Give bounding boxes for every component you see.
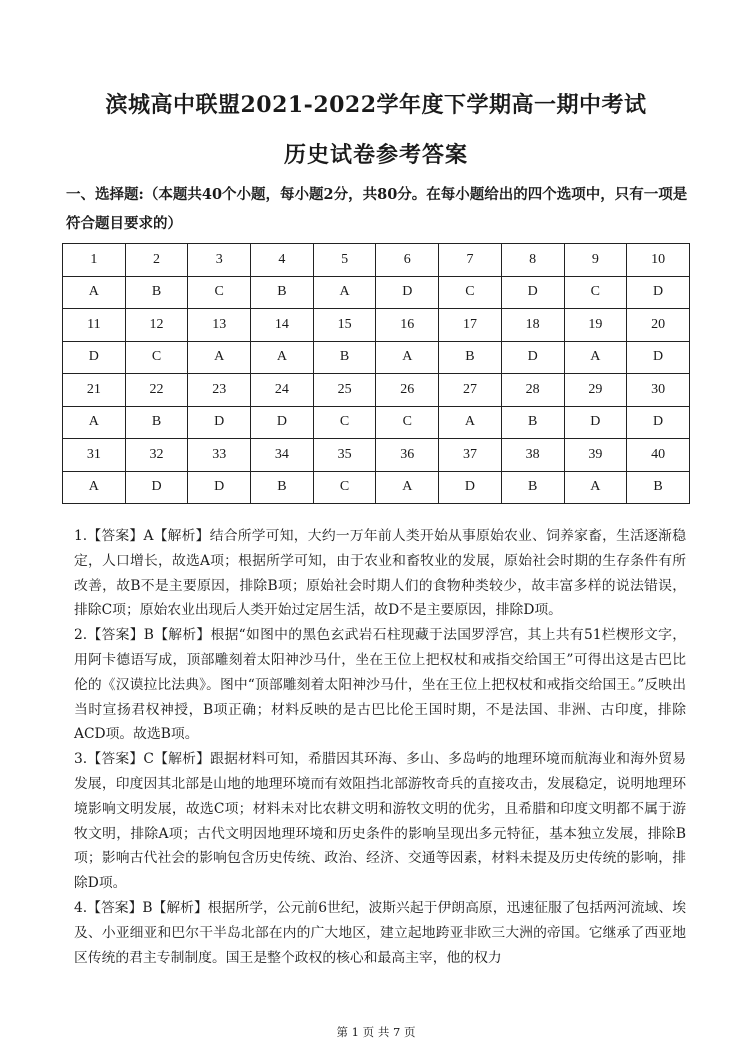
answer-cell: C (439, 276, 502, 309)
answer-cell: D (627, 276, 690, 309)
question-number-cell: 14 (251, 309, 314, 342)
answer-cell: D (63, 341, 126, 374)
answer-cell: A (63, 276, 126, 309)
question-number-cell: 17 (439, 309, 502, 342)
answer-table (62, 243, 690, 504)
answer-row (63, 341, 690, 374)
question-number-cell: 2 (125, 244, 188, 277)
answer-cell: D (376, 276, 439, 309)
question-number-cell: 21 (63, 374, 126, 407)
answer-cell: B (313, 341, 376, 374)
question-number-cell: 27 (439, 374, 502, 407)
question-number-cell: 28 (501, 374, 564, 407)
question-number-cell: 3 (188, 244, 251, 277)
question-number-cell: 8 (501, 244, 564, 277)
answer-row (63, 276, 690, 309)
question-number-cell: 20 (627, 309, 690, 342)
answer-cell: C (313, 471, 376, 504)
question-number-cell: 38 (501, 439, 564, 472)
answer-cell: D (439, 471, 502, 504)
answer-cell: A (564, 471, 627, 504)
answer-cell: C (313, 406, 376, 439)
answer-cell: A (376, 341, 439, 374)
answer-cell: A (564, 341, 627, 374)
question-number-cell: 13 (188, 309, 251, 342)
answer-cell: D (564, 406, 627, 439)
explanations (74, 524, 686, 970)
question-number-cell: 26 (376, 374, 439, 407)
answer-cell: A (188, 341, 251, 374)
answer-cell: D (501, 341, 564, 374)
question-number-cell: 40 (627, 439, 690, 472)
question-number-cell: 24 (251, 374, 314, 407)
answer-cell: B (125, 406, 188, 439)
question-number-cell: 4 (251, 244, 314, 277)
answer-cell: C (376, 406, 439, 439)
answer-cell: D (125, 471, 188, 504)
question-number-row (63, 244, 690, 277)
question-number-cell: 39 (564, 439, 627, 472)
page-footer: 第 1 页 共 7 页 (336, 1025, 416, 1039)
explanation-1: 1.【答案】A【解析】结合所学可知，大约一万年前人类开始从事原始农业、饲养家畜，生活逐渐稳定，人口增长，故选A项；根据所学可知，由于农业和畜牧业的发展，原始社会时期的生存条件有所改善，故B不是主要原因，排除B项；原始社会时期人们的食物种类较少，故丰富多样的说法错误，排除C项；原始农业出现后人类开始过定居生活，故D不是主要原因，排除D项。 (74, 528, 686, 619)
question-number-cell: 11 (63, 309, 126, 342)
question-number-row (63, 439, 690, 472)
question-number-cell: 29 (564, 374, 627, 407)
answer-cell: B (501, 406, 564, 439)
question-number-cell: 5 (313, 244, 376, 277)
answer-cell: C (188, 276, 251, 309)
answer-cell: C (564, 276, 627, 309)
question-number-cell: 34 (251, 439, 314, 472)
answer-cell: B (251, 471, 314, 504)
exam-title: 滨城高中联盟2021-2022学年度下学期高一期中考试 (105, 92, 647, 118)
answer-cell: B (627, 471, 690, 504)
answer-cell: B (501, 471, 564, 504)
question-number-cell: 22 (125, 374, 188, 407)
question-number-cell: 37 (439, 439, 502, 472)
answer-cell: B (251, 276, 314, 309)
question-number-cell: 16 (376, 309, 439, 342)
question-number-cell: 9 (564, 244, 627, 277)
question-number-row (63, 309, 690, 342)
question-number-row (63, 374, 690, 407)
question-number-cell: 23 (188, 374, 251, 407)
answer-cell: D (188, 471, 251, 504)
question-number-cell: 12 (125, 309, 188, 342)
explanation-4: 4.【答案】B【解析】根据所学，公元前6世纪，波斯兴起于伊朗高原，迅速征服了包括两河流域、埃及、小亚细亚和巴尔干半岛北部在内的广大地区，建立起地跨亚非欧三大洲的帝国。它继承了西亚地区传统的君主专制制度。国王是整个政权的核心和最高主宰，他的权力 (74, 899, 686, 966)
answer-cell: C (125, 341, 188, 374)
answer-cell: A (63, 406, 126, 439)
question-number-cell: 31 (63, 439, 126, 472)
explanation-2: 2.【答案】B【解析】根据“如图中的黑色玄武岩石柱现藏于法国罗浮宫，其上共有51栏楔形文字，用阿卡德语写成，顶部雕刻着太阳神沙马什，坐在王位上把权杖和戒指交给国王”可得出这是古巴比伦的《汉谟拉比法典》。图中“顶部雕刻着太阳神沙马什，坐在王位上把权杖和戒指交给国王。”反映出当时宣扬君权神授，B项正确；材料反映的是古巴比伦王国时期，不是法国、非洲、古印度，排除ACD项。故选B项。 (74, 627, 686, 743)
answer-cell: D (188, 406, 251, 439)
question-number-cell: 19 (564, 309, 627, 342)
answer-cell: B (125, 276, 188, 309)
exam-subtitle: 历史试卷参考答案 (283, 142, 468, 168)
question-number-cell: 7 (439, 244, 502, 277)
answer-cell: A (376, 471, 439, 504)
question-number-cell: 18 (501, 309, 564, 342)
answer-cell: D (627, 406, 690, 439)
answer-cell: B (439, 341, 502, 374)
question-number-cell: 33 (188, 439, 251, 472)
answer-cell: A (63, 471, 126, 504)
question-number-cell: 15 (313, 309, 376, 342)
answer-cell: D (251, 406, 314, 439)
answer-row (63, 471, 690, 504)
answer-cell: A (313, 276, 376, 309)
question-number-cell: 30 (627, 374, 690, 407)
question-number-cell: 25 (313, 374, 376, 407)
question-number-cell: 10 (627, 244, 690, 277)
question-number-cell: 1 (63, 244, 126, 277)
explanation-3: 3.【答案】C【解析】跟据材料可知，希腊因其环海、多山、多岛屿的地理环境而航海业和海外贸易发展，印度因其北部是山地的地理环境而有效阻挡北部游牧奇兵的直接攻击，发展稳定，说明地理环境影响文明发展，故选C项；材料未对比农耕文明和游牧文明的优劣，且希腊和印度文明都不属于游牧文明，排除A项；古代文明因地理环境和历史条件的影响呈现出多元特征，基本独立发展，排除B项；影响古代社会的影响包含历史传统、政治、经济、交通等因素，材料未提及历史传统的影响，排除D项。 (74, 751, 686, 892)
answer-cell: A (251, 341, 314, 374)
answer-cell: A (439, 406, 502, 439)
question-number-cell: 35 (313, 439, 376, 472)
answer-cell: D (627, 341, 690, 374)
question-number-cell: 6 (376, 244, 439, 277)
answer-row (63, 406, 690, 439)
question-number-cell: 32 (125, 439, 188, 472)
answer-cell: D (501, 276, 564, 309)
question-number-cell: 36 (376, 439, 439, 472)
section-instructions: 一、选择题:（本题共40个小题，每小题2分，共80分。在每小题给出的四个选项中，只有一项是符合题目要求的） (66, 186, 688, 232)
